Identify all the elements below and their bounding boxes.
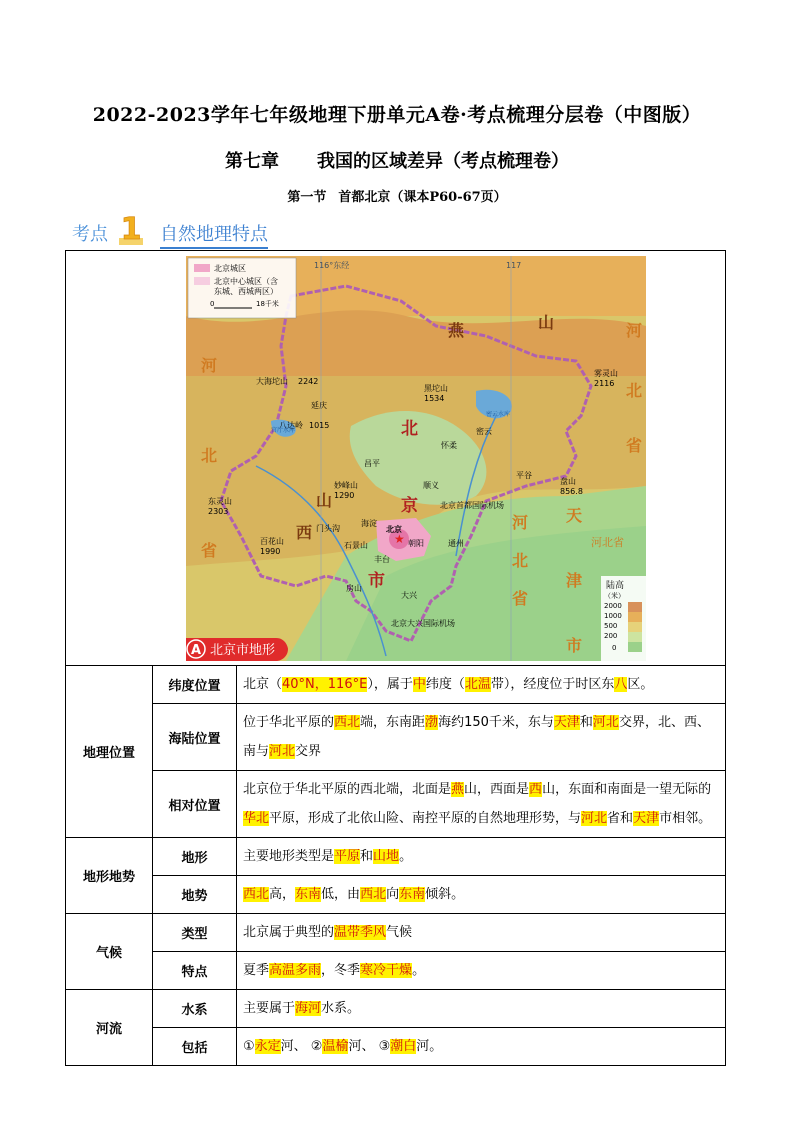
- place-huairou: 怀柔: [441, 441, 457, 450]
- peak-baihua-elev: 1990: [260, 547, 281, 556]
- content-cell: [237, 990, 726, 1028]
- content-text: 水系。: [321, 1001, 361, 1016]
- content-text: 。: [412, 963, 426, 978]
- place-guanting-reservoir: 官厅水库: [271, 427, 296, 434]
- legend-scale-zero: 0: [210, 300, 215, 308]
- region-he2: 河: [626, 321, 643, 340]
- content-cell: [237, 914, 726, 952]
- table-row: [66, 666, 726, 704]
- highlighted-answer: 寒冷干燥: [360, 963, 413, 978]
- place-shunyi: 顺义: [423, 481, 439, 490]
- highlighted-answer: 河北: [269, 744, 296, 759]
- elev-tick-0: 0: [612, 644, 617, 652]
- content-text: 和: [579, 715, 593, 730]
- subcategory-cell: 类型: [153, 914, 237, 952]
- table-row: [66, 990, 726, 1028]
- content-cell: [237, 771, 726, 838]
- kaodian-number: 1: [120, 212, 142, 246]
- region-sheng3: 省: [512, 589, 529, 608]
- content-text: 海约150千米，东与: [438, 715, 554, 730]
- place-changping: 昌平: [364, 459, 380, 468]
- legend-center-1: 北京中心城区（含: [214, 277, 278, 286]
- content-text: ①: [243, 1039, 255, 1054]
- region-bei1: 北: [401, 419, 418, 439]
- highlighted-answer: 平原: [334, 849, 361, 864]
- peak-heituo: 黑坨山: [424, 384, 448, 393]
- region-shi2: 市: [566, 636, 583, 655]
- content-text: 低，由: [321, 887, 361, 902]
- content-cell: [237, 952, 726, 990]
- chapter-name: 我国的区域差异（考点梳理卷）: [317, 151, 569, 172]
- beijing-terrain-map: [186, 256, 646, 661]
- region-tian: 天: [566, 506, 583, 525]
- peak-heituo-elev: 1534: [424, 394, 445, 403]
- highlighted-answer: 天津: [553, 715, 580, 730]
- content-cell: [237, 838, 726, 876]
- map-cell: [66, 251, 726, 666]
- highlighted-answer: 西北: [243, 887, 270, 902]
- region-shan1: 山: [538, 313, 555, 332]
- table-row: [66, 952, 726, 990]
- peak-dahaituo-elev: 2242: [298, 377, 319, 386]
- lon-116-label: 116°东经: [314, 261, 350, 270]
- peak-dahaituo: 大海坨山: [256, 377, 288, 386]
- highlighted-answer: 山地: [373, 849, 400, 864]
- content-text: 区。: [627, 677, 654, 692]
- region-sheng2: 省: [626, 436, 643, 455]
- region-hebei: 河北省: [591, 536, 624, 549]
- content-text: 河、 ②: [280, 1039, 323, 1054]
- geography-table: [65, 250, 726, 1066]
- peak-badaling: 八达岭: [279, 421, 303, 430]
- highlighted-answer: 燕: [451, 782, 465, 797]
- highlighted-answer: 东南: [399, 887, 426, 902]
- section-number: 第一节: [287, 190, 327, 205]
- subcategory-cell: 纬度位置: [153, 666, 237, 704]
- place-miyun-reservoir: 密云水库: [486, 411, 511, 418]
- content-text: 纬度（: [425, 677, 465, 692]
- category-cell: 地理位置: [66, 666, 153, 838]
- highlighted-answer: 海河: [295, 1001, 322, 1016]
- content-text: 平原，形成了北依山险、南控平原的自然地理形势，与: [269, 811, 582, 826]
- peak-wuling-elev: 2116: [594, 379, 615, 388]
- content-text: ），属于: [367, 677, 413, 692]
- kaodian-label: 考点: [72, 224, 108, 245]
- content-text: 高，: [269, 887, 296, 902]
- content-text: 倾斜。: [425, 887, 465, 902]
- place-pinggu: 平谷: [516, 471, 532, 480]
- place-chaoyang: 朝阳: [408, 539, 424, 548]
- elev-tick-2000: 2000: [604, 602, 622, 610]
- category-cell: 地形地势: [66, 838, 153, 914]
- map-caption: 北京市地形: [210, 643, 276, 658]
- content-text: 端，东南距: [360, 715, 426, 730]
- place-miyun: 密云: [476, 427, 492, 436]
- place-mentougou: 门头沟: [316, 524, 340, 533]
- content-cell: [237, 666, 726, 704]
- highlighted-answer: 40°N，116°E: [282, 677, 368, 692]
- region-bei2: 北: [201, 446, 218, 465]
- elev-tick-500: 500: [604, 622, 618, 630]
- highlighted-answer: 西北: [360, 887, 387, 902]
- content-text: 北京位于华北平原的西北端，北面是: [243, 782, 452, 797]
- table-row: [66, 914, 726, 952]
- legend-urban: 北京城区: [214, 264, 246, 273]
- legend-scale-end: 18千米: [256, 300, 279, 308]
- peak-miaofeng-elev: 1290: [334, 491, 355, 500]
- content-text: 省和: [607, 811, 634, 826]
- place-daxing: 大兴: [401, 591, 417, 600]
- content-text: 河。: [416, 1039, 443, 1054]
- place-fangshan: 房山: [346, 584, 362, 593]
- category-cell: 气候: [66, 914, 153, 990]
- highlighted-answer: 西北: [334, 715, 361, 730]
- document-title: 2022-2023学年七年级地理下册单元A卷·考点梳理分层卷（中图版）: [92, 104, 702, 126]
- subcategory-cell: 包括: [153, 1028, 237, 1066]
- content-text: 。: [399, 849, 413, 864]
- kaodian-heading: [72, 212, 352, 248]
- content-text: 山，东面和南面是一望无际的: [542, 782, 712, 797]
- highlighted-answer: 温榆: [322, 1039, 349, 1054]
- highlighted-answer: 永定: [254, 1039, 281, 1054]
- peak-wuling: 雾灵山: [594, 369, 618, 378]
- content-cell: [237, 704, 726, 771]
- peak-baihua: 百花山: [260, 537, 284, 546]
- highlighted-answer: 温带季风: [334, 925, 387, 940]
- highlighted-answer: 中: [412, 677, 426, 692]
- content-cell: [237, 876, 726, 914]
- highlighted-answer: 河北: [581, 811, 608, 826]
- place-daxing-airport: 北京大兴国际机场: [391, 619, 455, 628]
- highlighted-answer: 北温: [464, 677, 491, 692]
- region-shan2: 山: [316, 491, 333, 510]
- section-title: [0, 186, 794, 205]
- lon-117-label: 117: [506, 261, 522, 270]
- elev-tick-200: 200: [604, 632, 618, 640]
- subcategory-cell: 特点: [153, 952, 237, 990]
- peak-panshan-elev: 856.8: [560, 487, 583, 496]
- region-sheng1: 省: [201, 541, 218, 560]
- content-text: 向: [386, 887, 400, 902]
- content-text: 山，西面是: [464, 782, 530, 797]
- region-he3: 河: [512, 513, 529, 532]
- region-bei3: 北: [626, 381, 643, 400]
- place-capital-airport: 北京首都国际机场: [440, 501, 504, 510]
- peak-panshan: 盘山: [560, 477, 576, 486]
- map-caption-letter: A: [191, 643, 202, 658]
- content-text: 市相邻。: [659, 811, 712, 826]
- highlighted-answer: 高温多雨: [269, 963, 322, 978]
- table-row: [66, 771, 726, 838]
- legend-center-2: 东城、西城两区）: [214, 287, 278, 296]
- highlighted-answer: 八: [614, 677, 628, 692]
- place-fengtai: 丰台: [374, 555, 390, 564]
- region-jing: 京: [401, 496, 418, 516]
- highlighted-answer: 渤: [425, 715, 439, 730]
- table-row: [66, 876, 726, 914]
- region-shi: 市: [368, 571, 385, 591]
- elevation-title: 陆高: [606, 581, 625, 591]
- place-shijingshan: 石景山: [344, 541, 368, 550]
- subcategory-cell: 水系: [153, 990, 237, 1028]
- content-cell: [237, 1028, 726, 1066]
- highlighted-answer: 潮白: [390, 1039, 417, 1054]
- peak-miaofeng: 妙峰山: [334, 481, 358, 490]
- region-bei4: 北: [512, 551, 529, 570]
- elevation-unit: （米）: [604, 592, 625, 600]
- content-text: 和: [360, 849, 374, 864]
- place-yanqing: 延庆: [311, 401, 327, 410]
- content-text: 交界: [295, 744, 322, 759]
- kaodian-title: 自然地理特点: [160, 220, 268, 249]
- content-text: 河、 ③: [348, 1039, 391, 1054]
- content-text: 主要地形类型是: [243, 849, 335, 864]
- table-row: [66, 704, 726, 771]
- content-text: 气候: [386, 925, 413, 940]
- region-jin: 津: [566, 571, 583, 590]
- peak-badaling-elev: 1015: [309, 421, 330, 430]
- content-text: 北京（: [243, 677, 283, 692]
- chapter-number: 第七章: [225, 151, 279, 172]
- chapter-title: [0, 147, 794, 173]
- place-beijing: 北京: [386, 525, 402, 534]
- peak-dongling-elev: 2303: [208, 507, 229, 516]
- content-text: 夏季: [243, 963, 270, 978]
- subcategory-cell: 海陆位置: [153, 704, 237, 771]
- highlighted-answer: 河北: [592, 715, 619, 730]
- table-row: [66, 1028, 726, 1066]
- highlighted-answer: 华北: [243, 811, 270, 826]
- highlighted-answer: 东南: [295, 887, 322, 902]
- category-cell: 河流: [66, 990, 153, 1066]
- highlighted-answer: 天津: [633, 811, 660, 826]
- content-text: 北京属于典型的: [243, 925, 335, 940]
- content-text: 主要属于: [243, 1001, 296, 1016]
- content-text: 带），经度位于时区东: [490, 677, 615, 692]
- content-text: 交界，北、西、南与: [243, 715, 710, 759]
- kaodian-number-badge: [117, 212, 145, 246]
- table-row: [66, 838, 726, 876]
- region-he1: 河: [201, 356, 218, 375]
- peak-dongling: 东灵山: [208, 497, 232, 506]
- highlighted-answer: 西: [529, 782, 543, 797]
- elev-tick-1000: 1000: [604, 612, 622, 620]
- subcategory-cell: 地形: [153, 838, 237, 876]
- subcategory-cell: 地势: [153, 876, 237, 914]
- subcategory-cell: 相对位置: [153, 771, 237, 838]
- place-tongzhou: 通州: [448, 539, 464, 548]
- content-text: ，冬季: [321, 963, 361, 978]
- region-xi: 西: [296, 523, 313, 542]
- region-yan: 燕: [448, 321, 465, 340]
- place-haidian: 海淀: [361, 519, 377, 528]
- content-text: 位于华北平原的: [243, 715, 335, 730]
- section-name: 首都北京（课本P60-67页）: [338, 190, 507, 205]
- capital-star-icon: ★: [394, 532, 405, 546]
